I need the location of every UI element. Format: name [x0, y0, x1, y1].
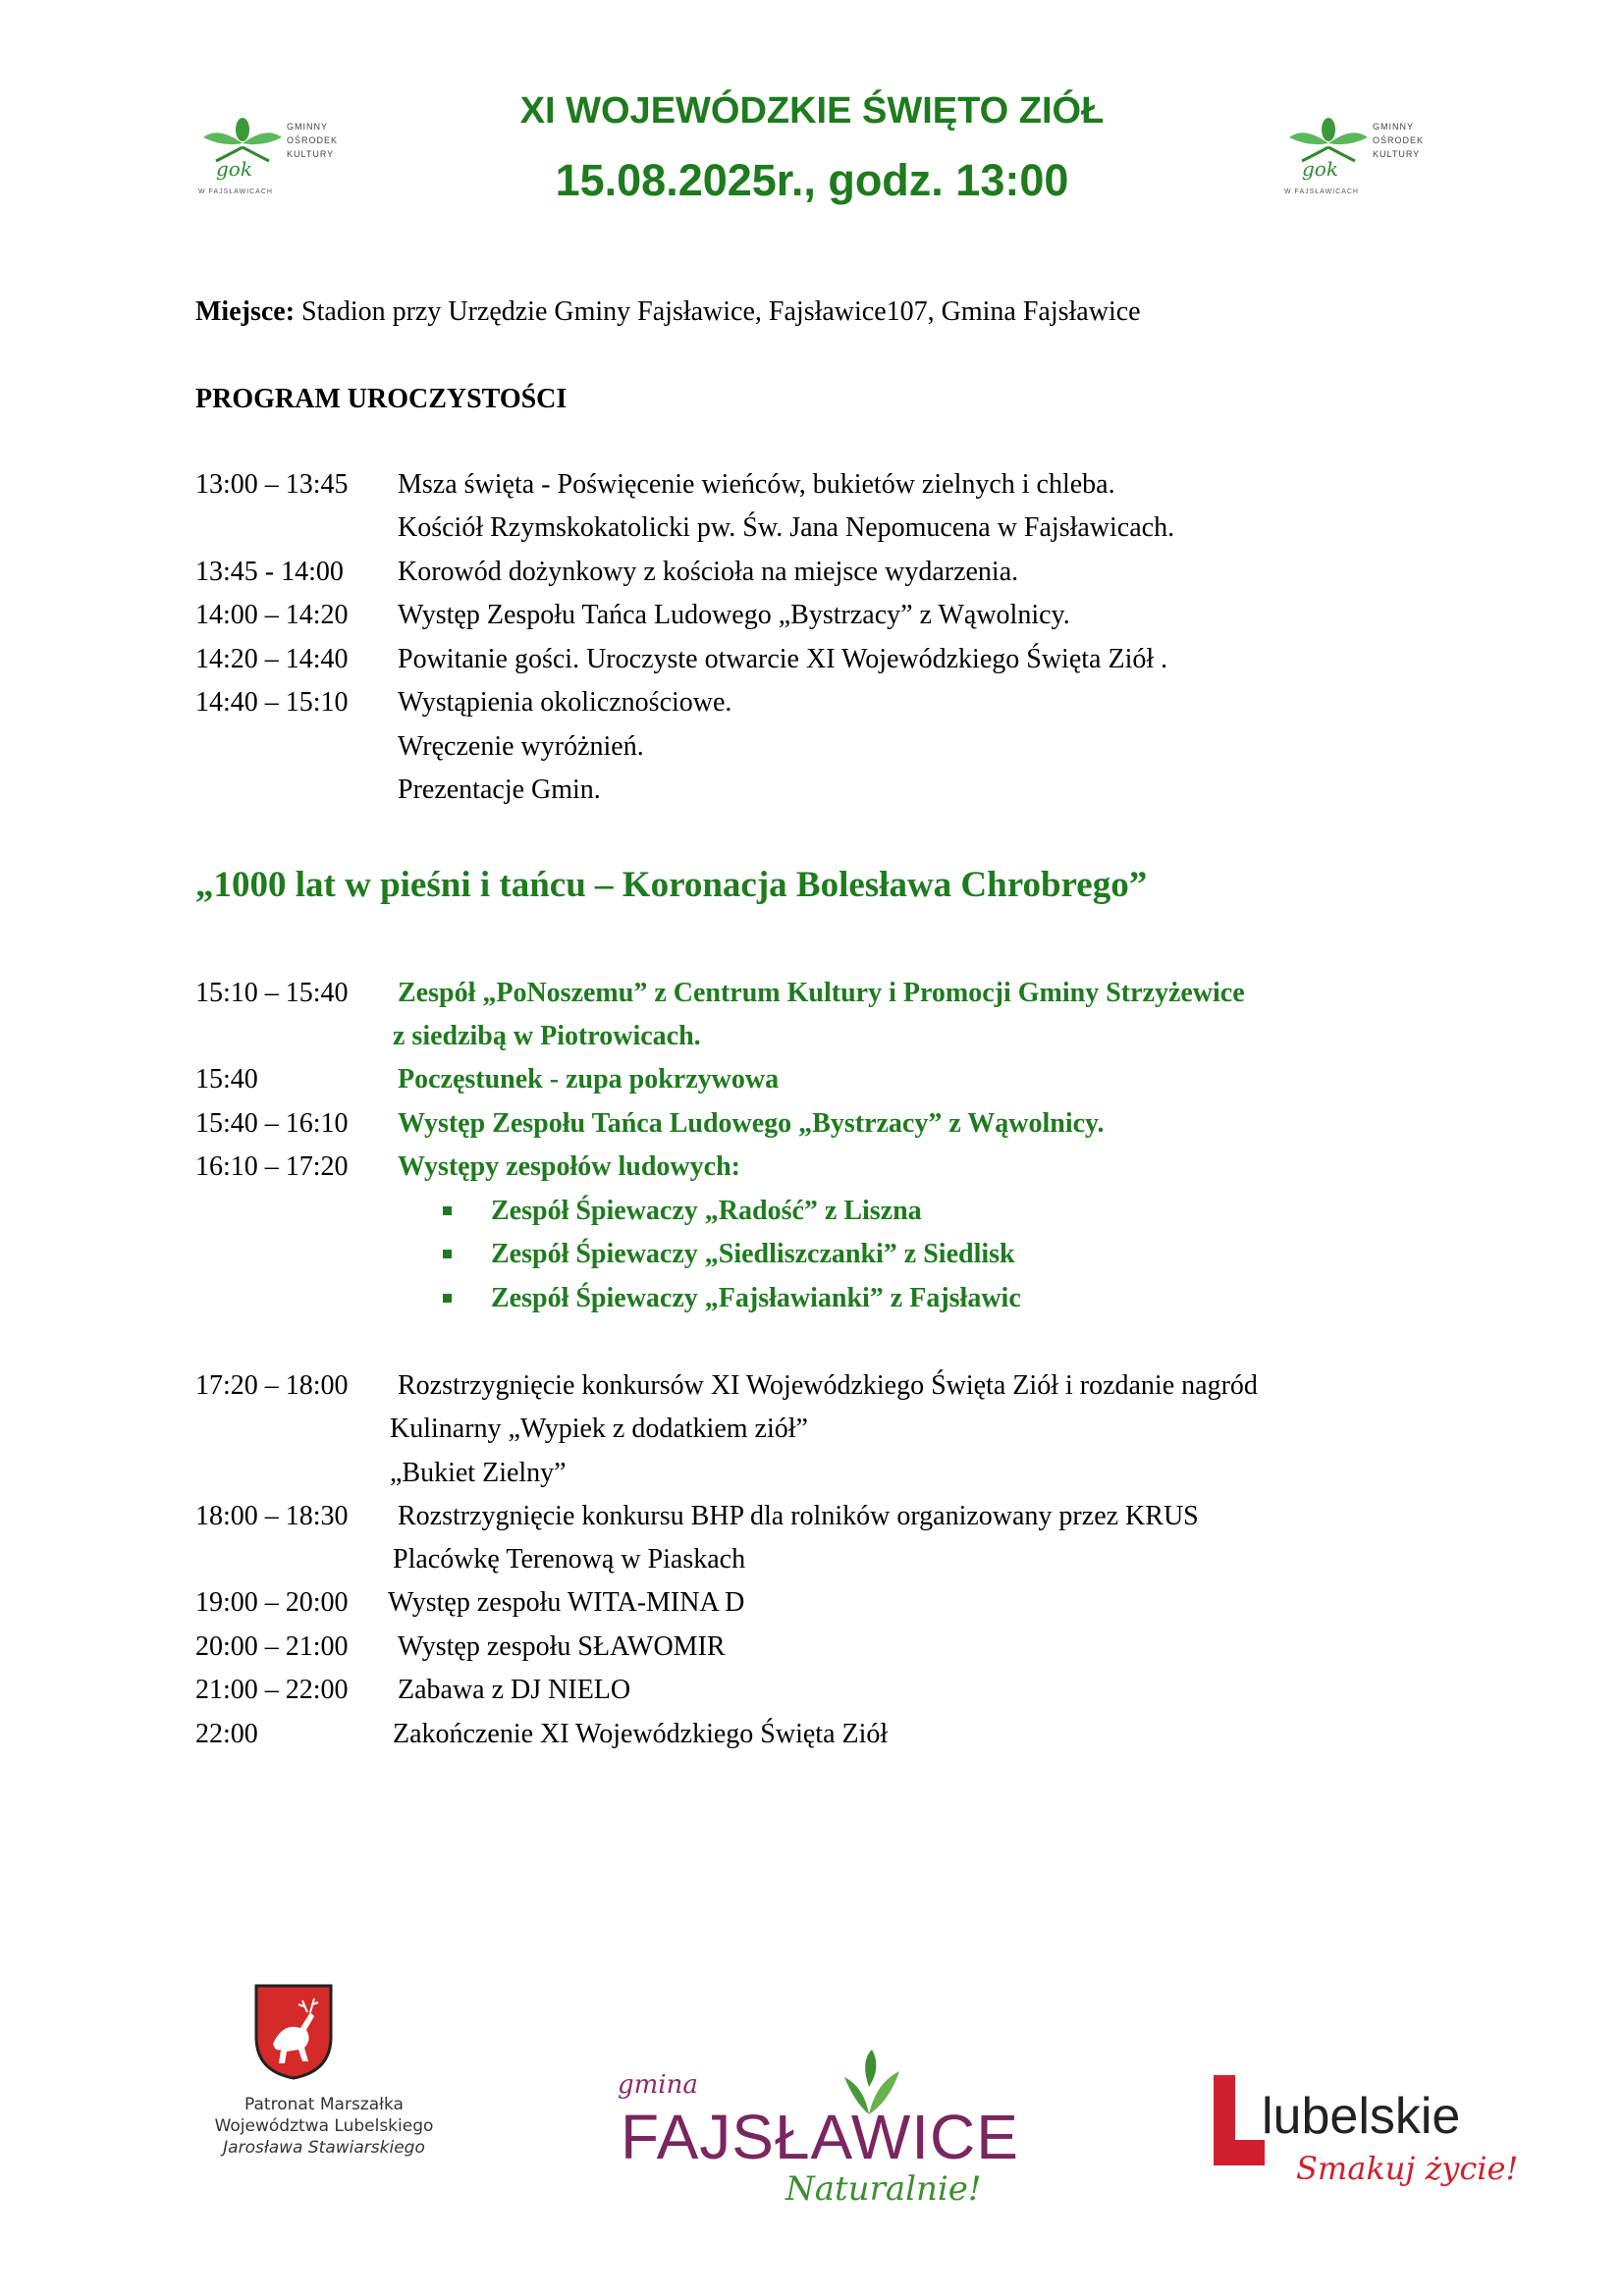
program-item: z siedzibą w Piotrowicach.	[393, 1021, 701, 1051]
gmina-slogan: Naturalnie!	[785, 2169, 982, 2209]
venue-text: Stadion przy Urzędzie Gminy Fajsławice, Fajsławice107, Gmina Fajsławice	[295, 296, 1141, 327]
venue	[195, 296, 1141, 328]
program-item: Występ zespołu SŁAWOMIR	[398, 1631, 726, 1662]
lubelskie-name: lubelskie	[1262, 2088, 1461, 2145]
program-item: Występ Zespołu Tańca Ludowego „Bystrzacy” z Wąwolnicy.	[398, 600, 1070, 630]
lubelskie-l-icon	[1210, 2071, 1269, 2169]
time-slot: 14:20 – 14:40	[195, 644, 349, 674]
program-item: „Bukiet Zielny”	[390, 1458, 567, 1488]
time-slot: 15:10 – 15:40	[195, 978, 349, 1008]
venue-label: Miejsce:	[195, 296, 296, 327]
lubelskie-mark	[1210, 2071, 1269, 2174]
program-subtitle: „1000 lat w pieśni i tańcu – Koronacja Bolesława Chrobrego”	[195, 865, 1148, 905]
bullet-icon	[443, 1206, 452, 1215]
time-slot: 15:40	[195, 1064, 258, 1095]
bullet-icon	[443, 1250, 452, 1258]
program-item: Powitanie gości. Uroczyste otwarcie XI Wojewódzkiego Święta Ziół .	[398, 644, 1168, 674]
gok-tagline: W FAJSŁAWICACH	[1284, 188, 1359, 195]
program-item: Poczęstunek - zupa pokrzywowa	[398, 1064, 780, 1095]
gok-lines: GMINNY OŚRODEK KULTURY	[1373, 122, 1425, 159]
gok-tagline: W FAJSŁAWICACH	[198, 188, 273, 195]
time-slot: 16:10 – 17:20	[195, 1151, 349, 1182]
program-item: Kościół Rzymskokatolicki pw. Św. Jana Nepomucena w Fajsławicach.	[398, 512, 1175, 543]
program-item: Korowód dożynkowy z kościoła na miejsce wydarzenia.	[398, 557, 1019, 587]
time-slot: 13:00 – 13:45	[195, 469, 349, 500]
time-slot: 14:40 – 15:10	[195, 687, 349, 718]
time-slot: 15:40 – 16:10	[195, 1108, 349, 1139]
gmina-label: gmina	[618, 2070, 698, 2100]
program-item: Msza święta - Poświęcenie wieńców, bukietów zielnych i chleba.	[398, 469, 1115, 500]
patronat-text: Patronat Marszałka Województwa Lubelskiego Jarosława Stawiarskiego	[214, 2095, 434, 2158]
lubelskie-slogan: Smakuj życie!	[1296, 2150, 1519, 2187]
event-date: 15.08.2025r., godz. 13:00	[555, 155, 1069, 205]
bullet-item: Zespół Śpiewaczy „Siedliszczanki” z Siedlisk	[491, 1239, 1015, 1269]
time-slot: 19:00 – 20:00	[195, 1587, 349, 1618]
gok-logo-right	[1284, 116, 1425, 204]
program-item: Zespół „PoNoszemu” z Centrum Kultury i Promocji Gminy Strzyżewice	[398, 978, 1245, 1008]
program-item: Wystąpienia okolicznościowe.	[398, 687, 732, 718]
bullet-item: Zespół Śpiewaczy „Radość” z Liszna	[491, 1196, 922, 1226]
program-item: Prezentacje Gmin.	[398, 774, 601, 805]
program-item: Występ Zespołu Tańca Ludowego „Bystrzacy” z Wąwolnicy.	[398, 1108, 1105, 1139]
gok-logo-left	[198, 116, 339, 204]
program-item: Placówkę Terenową w Piaskach	[393, 1544, 746, 1575]
coat-of-arms-icon	[253, 1983, 334, 2081]
program-heading: PROGRAM UROCZYSTOŚCI	[195, 384, 568, 414]
program-item: Występ zespołu WITA-MINA D	[388, 1587, 745, 1618]
coat-of-arms-logo	[253, 1983, 334, 2086]
program-item: Rozstrzygnięcie konkursów XI Wojewódzkiego Święta Ziół i rozdanie nagród	[398, 1370, 1258, 1401]
time-slot: 20:00 – 21:00	[195, 1631, 349, 1662]
event-title: XI WOJEWÓDZKIE ŚWIĘTO ZIÓŁ	[519, 90, 1105, 132]
gok-word: gok	[1302, 157, 1338, 181]
time-slot: 22:00	[195, 1719, 258, 1749]
program-item: Kulinarny „Wypiek z dodatkiem ziół”	[390, 1414, 808, 1444]
time-slot: 17:20 – 18:00	[195, 1370, 349, 1401]
program-item: Wręczenie wyróżnień.	[398, 731, 644, 762]
gok-lines: GMINNY OŚRODEK KULTURY	[287, 122, 339, 159]
program-item: Występy zespołów ludowych:	[398, 1151, 740, 1182]
bullet-item: Zespół Śpiewaczy „Fajsławianki” z Fajsławic	[491, 1283, 1021, 1313]
gok-word: gok	[216, 157, 252, 181]
bullet-icon	[443, 1294, 452, 1303]
time-slot: 14:00 – 14:20	[195, 600, 349, 630]
gmina-name: FAJSŁAWICE	[621, 2102, 1019, 2172]
time-slot: 13:45 - 14:00	[195, 557, 344, 587]
program-item: Rozstrzygnięcie konkursu BHP dla rolników organizowany przez KRUS	[398, 1501, 1199, 1531]
program-item: Zabawa z DJ NIELO	[398, 1675, 631, 1705]
time-slot: 21:00 – 22:00	[195, 1675, 349, 1705]
program-item: Zakończenie XI Wojewódzkiego Święta Ziół	[393, 1719, 889, 1749]
time-slot: 18:00 – 18:30	[195, 1501, 349, 1531]
